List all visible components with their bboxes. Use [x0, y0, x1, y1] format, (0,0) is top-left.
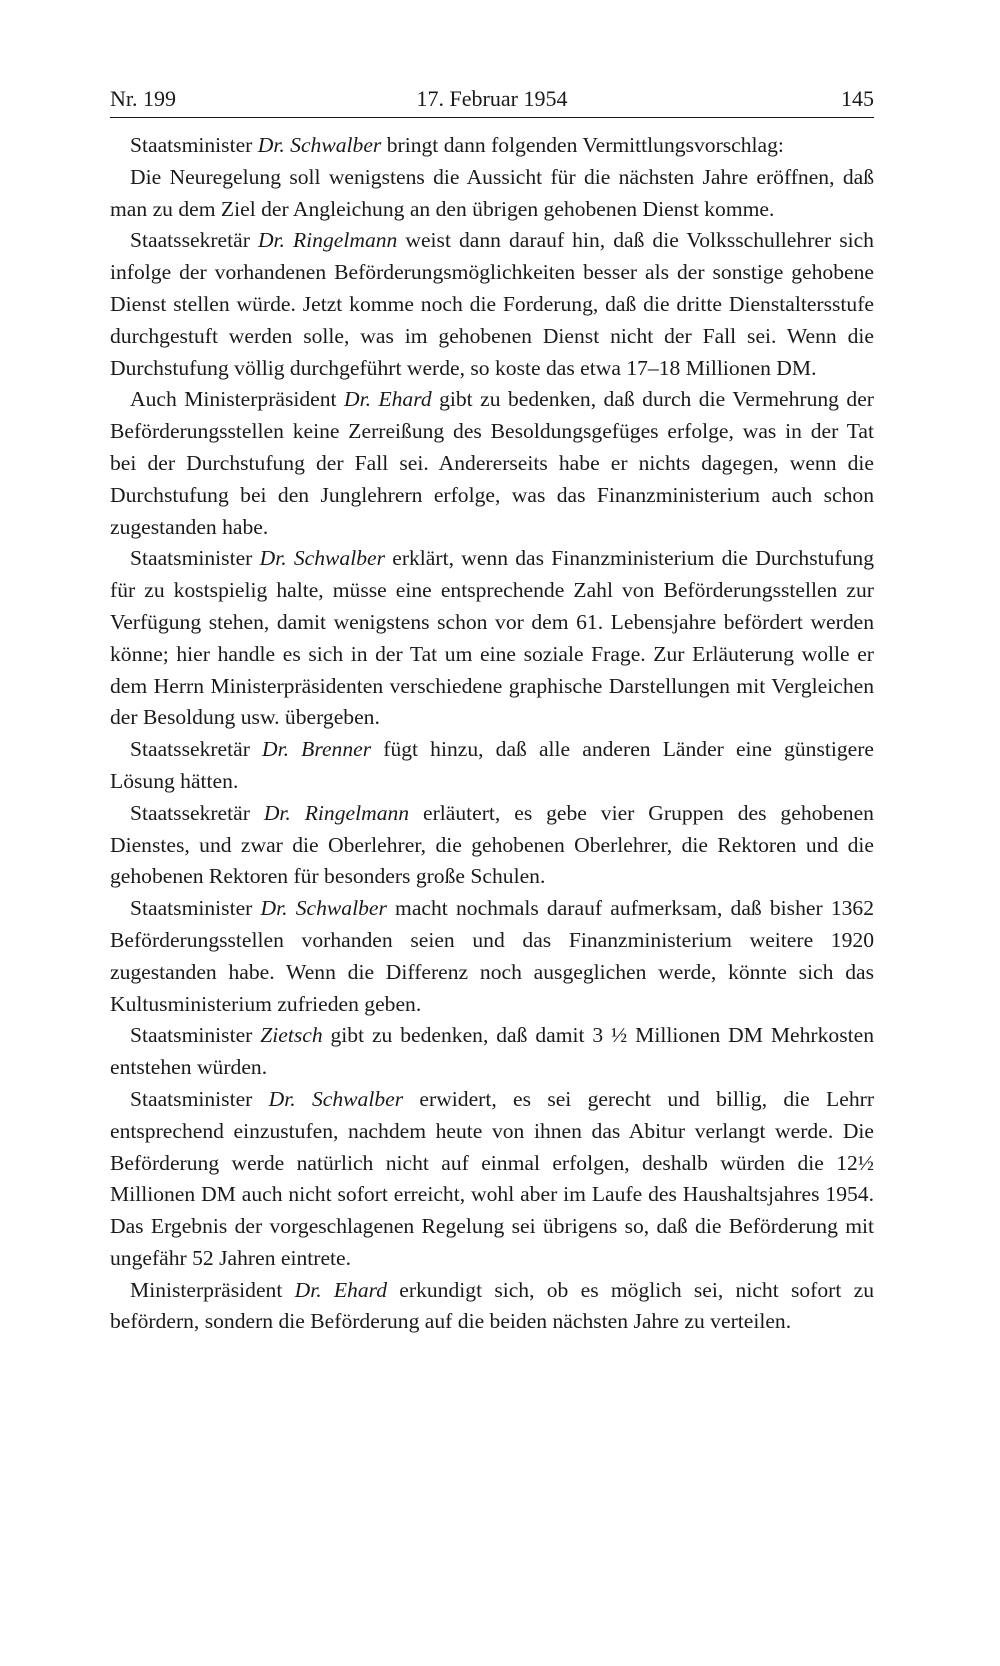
speaker-name: Dr. Schwalber: [260, 896, 387, 921]
speaker-name: Dr. Ringelmann: [263, 800, 410, 825]
paragraph: Staatsminister Dr. Schwalber bringt dann folgenden Vermittlungsvorschlag:: [130, 133, 784, 157]
document-date: 17. Februar 1954: [416, 86, 568, 111]
paragraph: Staatsminister Zietsch gibt zu bedenken, daß damit 3 ½ Millionen DM Mehrkosten entstehen würden.: [110, 1023, 874, 1080]
paragraph: Auch Ministerpräsident Dr. Ehard gibt zu bedenken, daß durch die Vermehrung der Beförderungsstellen keine Zerreißung des Besoldungsgefüges erfolge, was in der Tat bei der Durchstufung der Fall sei. Andererseits habe er nichts dagegen, wenn die Durchstufung bei den Junglehrern erfolge, was das Finanzministerium auch schon zugestanden habe.: [110, 387, 874, 539]
paragraph: Staatssekretär Dr. Ringelmann weist dann darauf hin, daß die Volksschullehrer sich infolge der vorhandenen Beförderungsmöglichkeiten besser als der sonstige gehobene Dienst stellen würde. Jetzt komme noch die Forderung, daß die dritte Dienstaltersstufe durchgestuft werden solle, was im gehobenen Dienst nicht der Fall sei. Wenn die Durchstufung völlig durchgeführt werde, so koste das etwa 17–18 Millionen DM.: [110, 228, 874, 380]
speaker-name: Dr. Schwalber: [257, 133, 382, 157]
page-number: 145: [841, 86, 874, 111]
paragraph: Staatsminister Dr. Schwalber erklärt, wenn das Finanzministerium die Durchstufung für zu kostspielig halte, müsse eine entsprechende Zahl von Beförderungsstellen zur Verfügung stehen, damit wenigstens schon vor dem 61. Lebensjahre befördert werden könne; hier handle es sich in der Tat um eine soziale Frage. Zur Erläuterung wolle er dem Herrn Ministerpräsidenten verschiedene graphische Darstellungen mit Vergleichen der Besoldung usw. übergeben.: [110, 546, 875, 730]
speaker-name: Dr. Ringelmann: [257, 228, 398, 253]
document-page: [110, 84, 874, 1338]
document-number: Nr. 199: [110, 86, 176, 111]
speaker-name: Dr. Brenner: [262, 737, 372, 762]
paragraph: Staatssekretär Dr. Ringelmann erläutert, es gebe vier Gruppen des gehobenen Dienstes, und zwar die Oberlehrer, die gehobenen Oberlehrer, die Rektoren und die gehobenen Rektoren für besonders große Schulen.: [110, 800, 874, 889]
speaker-name: Dr. Schwalber: [259, 546, 385, 571]
speaker-name: Dr. Schwalber: [268, 1086, 404, 1111]
paragraph: Ministerpräsident Dr. Ehard erkundigt sich, ob es möglich sei, nicht sofort zu befördern, sondern die Beförderung auf die beiden nächsten Jahre zu verteilen.: [110, 1277, 874, 1334]
header-rule: [110, 117, 874, 118]
body-text: [110, 130, 874, 1338]
paragraph: Staatssekretär Dr. Brenner fügt hinzu, daß alle anderen Länder eine günstigere Lösung hätten.: [110, 737, 874, 793]
speaker-name: Zietsch: [260, 1023, 323, 1048]
speaker-name: Dr. Ehard: [344, 387, 432, 412]
paragraph: Die Neuregelung soll wenigstens die Aussicht für die nächsten Jahre eröffnen, daß man zu dem Ziel der Angleichung an den übrigen gehobenen Dienst komme.: [110, 164, 874, 221]
speaker-name: Dr. Ehard: [294, 1277, 388, 1302]
paragraph: Staatsminister Dr. Schwalber erwidert, es sei gerecht und billig, die Lehrr entsprechend einzustufen, nachdem heute von ihnen das Abitur verlangt werde. Die Beförderung werde natürlich nicht auf einmal erfolgen, deshalb würden die 12½ Millionen DM auch nicht sofort erreicht, wohl aber im Laufe des Haushaltsjahres 1954. Das Ergebnis der vorgeschlagenen Regelung sei übrigens so, daß die Beförderung mit ungefähr 52 Jahren eintrete.: [110, 1086, 875, 1270]
paragraph: Staatsminister Dr. Schwalber macht nochmals darauf aufmerksam, daß bisher 1362 Beförderungsstellen vorhanden seien und das Finanzministerium weitere 1920 zugestanden habe. Wenn die Differenz noch ausgeglichen werde, könnte sich das Kultusministerium zufrieden geben.: [110, 896, 875, 1016]
running-header: [110, 84, 874, 114]
